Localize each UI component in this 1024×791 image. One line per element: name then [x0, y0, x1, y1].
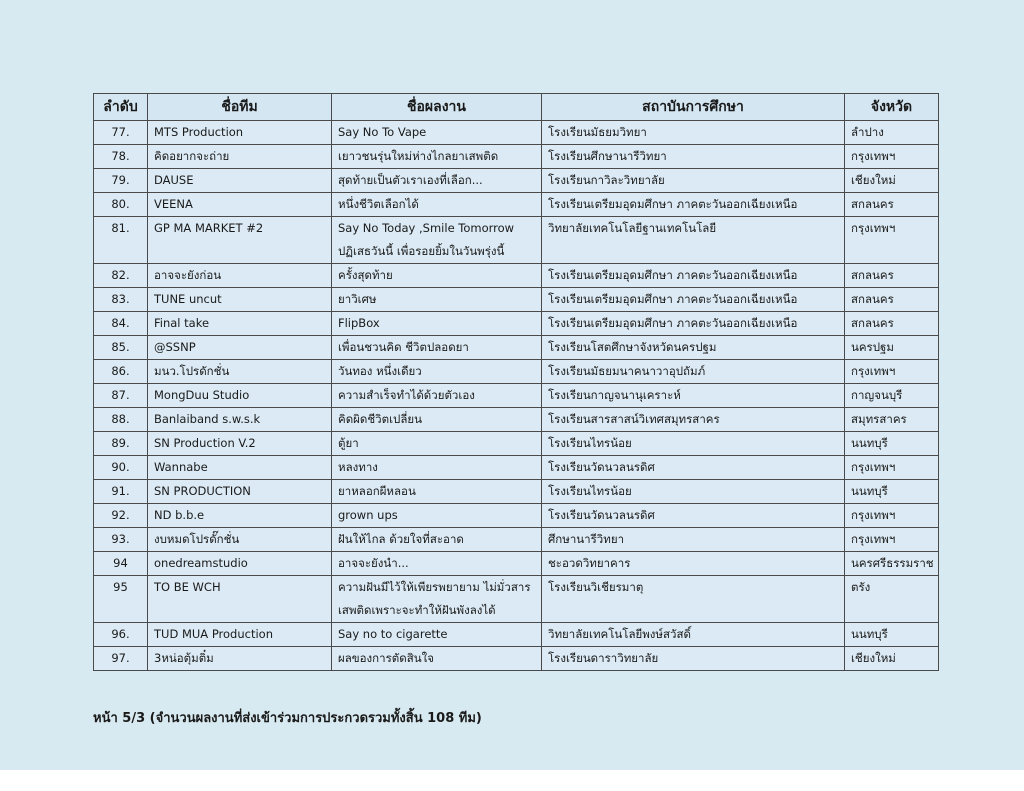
- cell-number: 90.: [94, 456, 148, 480]
- table-row: [94, 384, 939, 408]
- cell-province: กรุงเทพฯ: [845, 504, 939, 528]
- work-title-line: หนึ่งชีวิตเลือกได้: [338, 197, 419, 211]
- cell-number: 97.: [94, 647, 148, 671]
- cell-number: 94: [94, 552, 148, 576]
- cell-work: [332, 576, 542, 623]
- cell-institution: โรงเรียนมัธยมนาคนาวาอุปถัมภ์: [542, 360, 845, 384]
- cell-number: 79.: [94, 169, 148, 193]
- cell-institution: โรงเรียนดาราวิทยาลัย: [542, 647, 845, 671]
- cell-province: กรุงเทพฯ: [845, 456, 939, 480]
- cell-work: [332, 480, 542, 504]
- cell-province: กาญจนบุรี: [845, 384, 939, 408]
- table-row: [94, 480, 939, 504]
- table-row: [94, 145, 939, 169]
- cell-province: กรุงเทพฯ: [845, 528, 939, 552]
- header-team: ชื่อทีม: [148, 94, 332, 121]
- table-row: [94, 193, 939, 217]
- table-row: [94, 647, 939, 671]
- cell-institution: โรงเรียนศึกษานารีวิทยา: [542, 145, 845, 169]
- cell-work: [332, 169, 542, 193]
- cell-province: นครศรีธรรมราช: [845, 552, 939, 576]
- cell-province: กรุงเทพฯ: [845, 145, 939, 169]
- work-title-line: grown ups: [338, 508, 398, 522]
- cell-team: Final take: [148, 312, 332, 336]
- cell-team: DAUSE: [148, 169, 332, 193]
- table-row: [94, 623, 939, 647]
- cell-institution: โรงเรียนเตรียมอุดมศึกษา ภาคตะวันออกเฉียงเหนือ: [542, 288, 845, 312]
- cell-institution: ชะอวดวิทยาคาร: [542, 552, 845, 576]
- table-row: [94, 336, 939, 360]
- cell-institution: โรงเรียนวิเชียรมาตุ: [542, 576, 845, 623]
- header-province: จังหวัด: [845, 94, 939, 121]
- cell-work: [332, 456, 542, 480]
- table-row: [94, 576, 939, 623]
- work-title-line: ความสำเร็จทำได้ด้วยตัวเอง: [338, 388, 475, 402]
- table-row: [94, 312, 939, 336]
- work-title-line: เพื่อนชวนคิด ชีวิตปลอดยา: [338, 340, 469, 354]
- cell-work: [332, 121, 542, 145]
- entries-table: [93, 93, 939, 671]
- header-institution: สถาบันการศึกษา: [542, 94, 845, 121]
- cell-work: [332, 384, 542, 408]
- cell-institution: วิทยาลัยเทคโนโลยีพงษ์สวัสดิ์: [542, 623, 845, 647]
- cell-province: สกลนคร: [845, 288, 939, 312]
- cell-team: VEENA: [148, 193, 332, 217]
- cell-team: อาจจะยังก่อน: [148, 264, 332, 288]
- work-title-line: อาจจะยังนํา...: [338, 556, 409, 570]
- cell-work: [332, 264, 542, 288]
- cell-province: นนทบุรี: [845, 432, 939, 456]
- cell-institution: โรงเรียนไทรน้อย: [542, 480, 845, 504]
- table-row: [94, 528, 939, 552]
- cell-number: 86.: [94, 360, 148, 384]
- cell-province: เชียงใหม่: [845, 169, 939, 193]
- work-title-line: วันทอง หนึ่งเดียว: [338, 364, 422, 378]
- cell-institution: วิทยาลัยเทคโนโลยีฐานเทคโนโลยี: [542, 217, 845, 264]
- table-row: [94, 264, 939, 288]
- cell-province: สกลนคร: [845, 264, 939, 288]
- cell-number: 93.: [94, 528, 148, 552]
- cell-number: 80.: [94, 193, 148, 217]
- cell-team: TO BE WCH: [148, 576, 332, 623]
- cell-institution: โรงเรียนกาญจนานุเคราะห์: [542, 384, 845, 408]
- cell-institution: โรงเรียนเตรียมอุดมศึกษา ภาคตะวันออกเฉียงเหนือ: [542, 312, 845, 336]
- table-row: [94, 288, 939, 312]
- cell-team: SN Production V.2: [148, 432, 332, 456]
- cell-number: 95: [94, 576, 148, 623]
- table-row: [94, 456, 939, 480]
- cell-number: 85.: [94, 336, 148, 360]
- cell-number: 96.: [94, 623, 148, 647]
- work-title-line: เยาวชนรุ่นใหม่ห่างไกลยาเสพติด: [338, 149, 499, 163]
- cell-institution: โรงเรียนมัธยมวิทยา: [542, 121, 845, 145]
- work-title-line: Say no to cigarette: [338, 627, 448, 641]
- cell-work: [332, 288, 542, 312]
- cell-team: 3หน่อตุ้มติ๋ม: [148, 647, 332, 671]
- work-title-line: ตู้ยา: [338, 436, 359, 450]
- cell-province: กรุงเทพฯ: [845, 360, 939, 384]
- cell-team: Wannabe: [148, 456, 332, 480]
- work-title-line: ฝันให้ไกล ด้วยใจที่สะอาด: [338, 532, 464, 546]
- work-title-line: Say No To Vape: [338, 125, 427, 139]
- cell-work: [332, 217, 542, 264]
- work-title-line: ยาหลอกผีหลอน: [338, 484, 416, 498]
- cell-work: [332, 336, 542, 360]
- cell-number: 83.: [94, 288, 148, 312]
- cell-province: เชียงใหม่: [845, 647, 939, 671]
- cell-province: นนทบุรี: [845, 623, 939, 647]
- work-title-line: ปฏิเสธวันนี้ เพื่อรอยยิ้มในวันพรุ่งนี้: [338, 244, 505, 258]
- cell-number: 81.: [94, 217, 148, 264]
- cell-team: Banlaiband s.w.s.k: [148, 408, 332, 432]
- cell-province: นนทบุรี: [845, 480, 939, 504]
- cell-work: [332, 193, 542, 217]
- cell-institution: โรงเรียนไทรน้อย: [542, 432, 845, 456]
- cell-institution: ศึกษานารีวิทยา: [542, 528, 845, 552]
- cell-number: 88.: [94, 408, 148, 432]
- cell-work: [332, 360, 542, 384]
- cell-number: 78.: [94, 145, 148, 169]
- cell-team: GP MA MARKET #2: [148, 217, 332, 264]
- cell-team: มนว.โปรดักชั่น: [148, 360, 332, 384]
- work-title-line: ผลของการตัดสินใจ: [338, 651, 434, 665]
- cell-team: SN PRODUCTION: [148, 480, 332, 504]
- cell-team: MTS Production: [148, 121, 332, 145]
- table-row: [94, 432, 939, 456]
- work-title-line: เสพติดเพราะจะทำให้ฝันพังลงได้: [338, 603, 496, 617]
- cell-number: 91.: [94, 480, 148, 504]
- cell-work: [332, 623, 542, 647]
- cell-institution: โรงเรียนวัดนวลนรดิศ: [542, 504, 845, 528]
- table-row: [94, 360, 939, 384]
- cell-institution: โรงเรียนเตรียมอุดมศึกษา ภาคตะวันออกเฉียงเหนือ: [542, 193, 845, 217]
- table-row: [94, 504, 939, 528]
- cell-team: งบหมดโปรดั๊กชั่น: [148, 528, 332, 552]
- cell-province: สกลนคร: [845, 312, 939, 336]
- cell-institution: โรงเรียนวัดนวลนรดิศ: [542, 456, 845, 480]
- work-title-line: หลงทาง: [338, 460, 378, 474]
- cell-number: 89.: [94, 432, 148, 456]
- work-title-line: ครั้งสุดท้าย: [338, 268, 393, 282]
- cell-institution: โรงเรียนสารสาสน์วิเทศสมุทรสาคร: [542, 408, 845, 432]
- table-header-row: [94, 94, 939, 121]
- cell-team: MongDuu Studio: [148, 384, 332, 408]
- cell-number: 87.: [94, 384, 148, 408]
- header-number: ลำดับ: [94, 94, 148, 121]
- cell-work: [332, 432, 542, 456]
- table-row: [94, 552, 939, 576]
- cell-team: TUD MUA Production: [148, 623, 332, 647]
- cell-team: @SSNP: [148, 336, 332, 360]
- work-title-line: คิดผิดชีวิตเปลี่ยน: [338, 412, 422, 426]
- work-title-line: ความฝันมีไว้ให้เพียรพยายาม ไม่มั่วสาร: [338, 580, 531, 594]
- table-row: [94, 217, 939, 264]
- cell-work: [332, 408, 542, 432]
- cell-number: 84.: [94, 312, 148, 336]
- cell-team: TUNE uncut: [148, 288, 332, 312]
- table-row: [94, 408, 939, 432]
- cell-team: คิดอยากจะถ่าย: [148, 145, 332, 169]
- table-row: [94, 169, 939, 193]
- header-work: ชื่อผลงาน: [332, 94, 542, 121]
- cell-institution: โรงเรียนเตรียมอุดมศึกษา ภาคตะวันออกเฉียงเหนือ: [542, 264, 845, 288]
- cell-number: 77.: [94, 121, 148, 145]
- cell-team: ND b.b.e: [148, 504, 332, 528]
- cell-work: [332, 504, 542, 528]
- work-title-line: ยาวิเศษ: [338, 292, 377, 306]
- cell-work: [332, 312, 542, 336]
- cell-province: สมุทรสาคร: [845, 408, 939, 432]
- table-row: [94, 121, 939, 145]
- cell-number: 92.: [94, 504, 148, 528]
- cell-work: [332, 145, 542, 169]
- cell-number: 82.: [94, 264, 148, 288]
- work-title-line: FlipBox: [338, 316, 380, 330]
- cell-work: [332, 528, 542, 552]
- cell-work: [332, 647, 542, 671]
- work-title-line: สุดท้ายเป็นตัวเราเองที่เลือก...: [338, 173, 483, 187]
- cell-team: onedreamstudio: [148, 552, 332, 576]
- cell-province: ตรัง: [845, 576, 939, 623]
- cell-province: สกลนคร: [845, 193, 939, 217]
- table-body: [94, 121, 939, 671]
- cell-province: นครปฐม: [845, 336, 939, 360]
- cell-institution: โรงเรียนกาวิละวิทยาลัย: [542, 169, 845, 193]
- work-title-line: Say No Today ,Smile Tomorrow: [338, 221, 515, 235]
- cell-institution: โรงเรียนโสตศึกษาจังหวัดนครปฐม: [542, 336, 845, 360]
- cell-work: [332, 552, 542, 576]
- cell-province: ลำปาง: [845, 121, 939, 145]
- page-footer-note: หน้า 5/3 (จำนวนผลงานที่ส่งเข้าร่วมการประกวดรวมทั้งสิ้น 108 ทีม): [93, 711, 482, 726]
- cell-province: กรุงเทพฯ: [845, 217, 939, 264]
